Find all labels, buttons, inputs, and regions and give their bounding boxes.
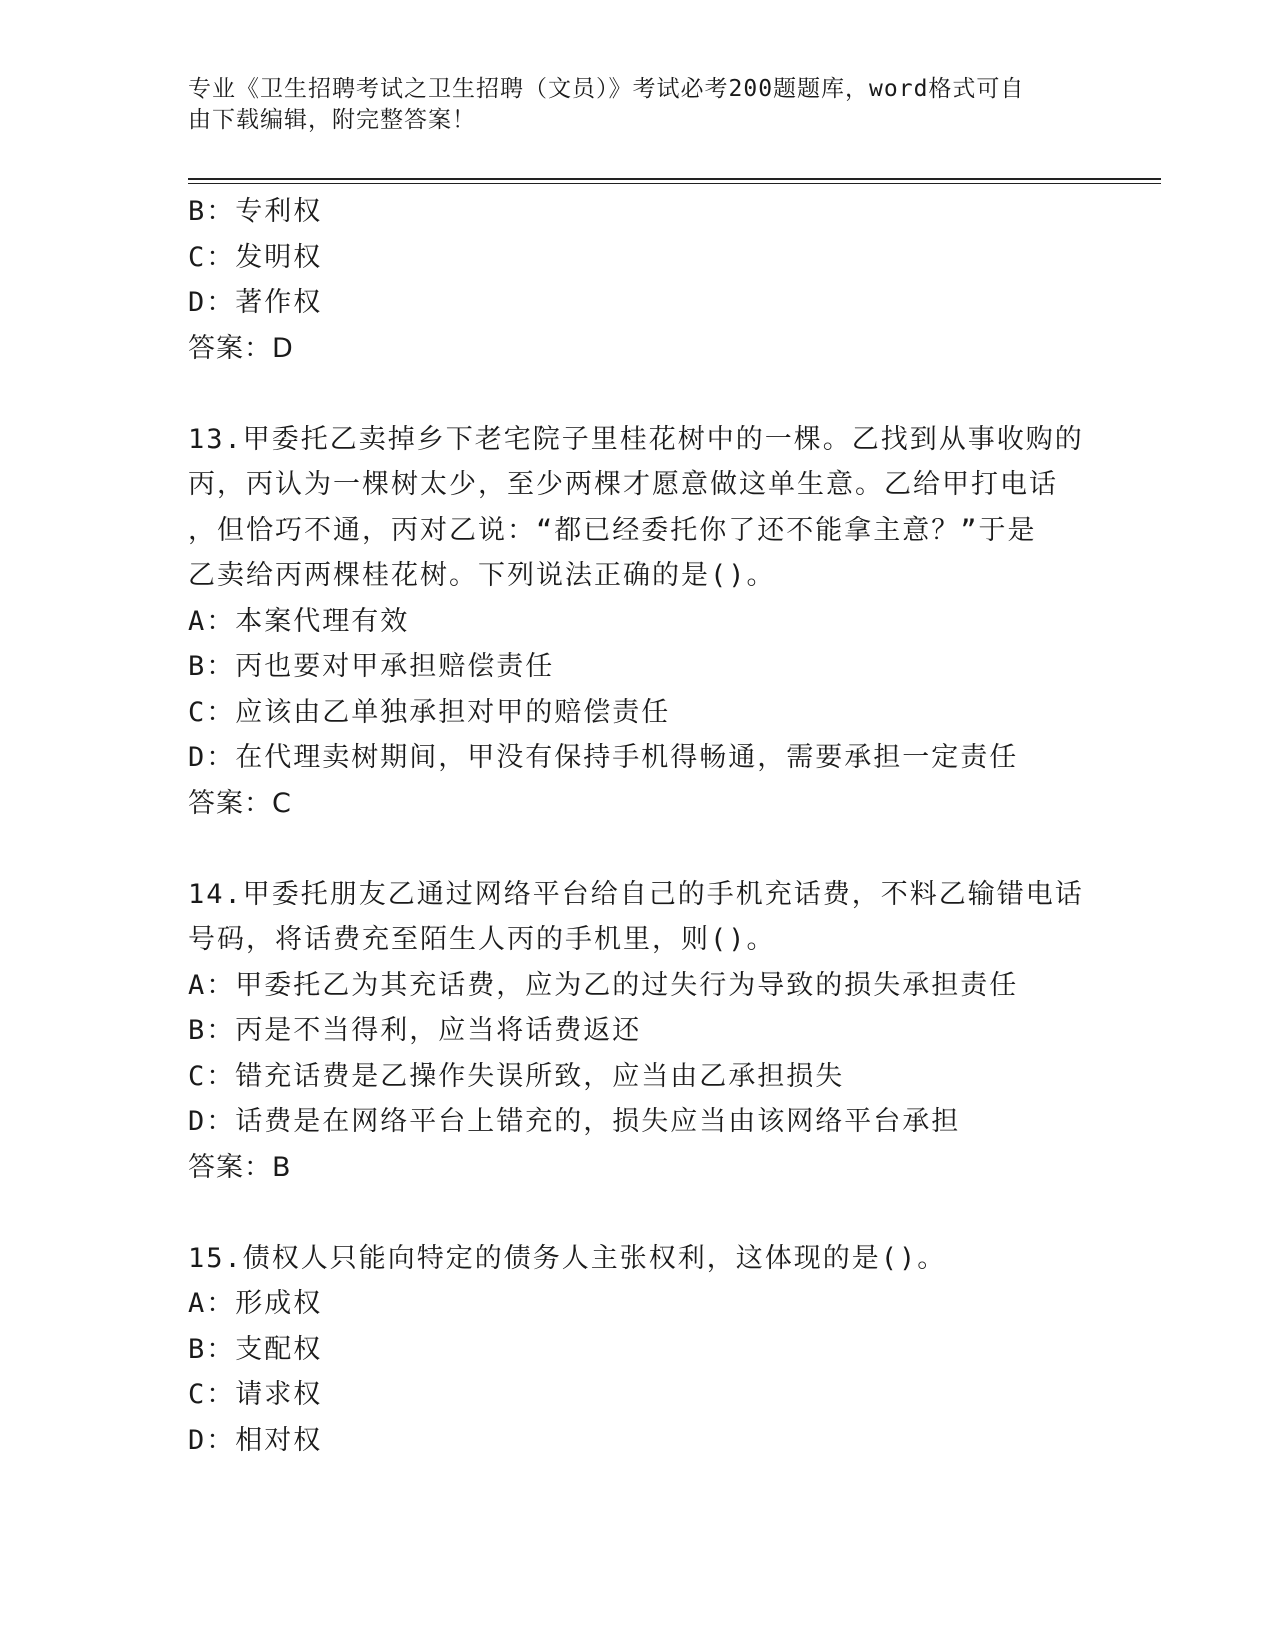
question-text-line: 丙，丙认为一棵树太少，至少两棵才愿意做这单生意。乙给甲打电话 (188, 469, 1058, 500)
question-content (188, 189, 1088, 1463)
document-header (188, 74, 1088, 136)
question-text-line: 14.甲委托朋友乙通过网络平台给自己的手机充话费，不料乙输错电话 (188, 878, 1084, 910)
option-a: A：甲委托乙为其充话费，应为乙的过失行为导致的损失承担责任 (188, 969, 1019, 1001)
option-d: D：著作权 (188, 287, 323, 318)
question-12-continued (188, 189, 1088, 371)
header-line-2: 由下载编辑，附完整答案！ (188, 107, 476, 133)
option-d: D：话费是在网络平台上错充的，损失应当由该网络平台承担 (188, 1106, 961, 1137)
question-text-line: 15.债权人只能向特定的债务人主张权利，这体现的是()。 (188, 1242, 947, 1274)
option-c: C：请求权 (188, 1379, 323, 1410)
header-divider-thick (188, 178, 1161, 180)
header-divider-thin (188, 183, 1161, 184)
option-d: D：相对权 (188, 1424, 323, 1456)
question-text-line: 13.甲委托乙卖掉乡下老宅院子里桂花树中的一棵。乙找到从事收购的 (188, 423, 1084, 455)
option-b: B：专利权 (188, 196, 323, 227)
option-d: D：在代理卖树期间，甲没有保持手机得畅通，需要承担一定责任 (188, 742, 1019, 773)
option-a: A：本案代理有效 (188, 605, 410, 637)
answer-line: 答案：C (188, 787, 292, 819)
answer-line: 答案：B (188, 1151, 292, 1183)
option-b: B：丙是不当得利，应当将话费返还 (188, 1015, 642, 1046)
spacer (188, 371, 1088, 417)
question-15 (188, 1236, 1088, 1464)
spacer (188, 1190, 1088, 1236)
option-a: A：形成权 (188, 1288, 323, 1319)
question-13 (188, 417, 1088, 827)
answer-line: 答案：D (188, 332, 294, 364)
question-14 (188, 872, 1088, 1191)
spacer (188, 826, 1088, 872)
question-text-line: 乙卖给丙两棵桂花树。下列说法正确的是()。 (188, 560, 776, 591)
header-line-1: 专业《卫生招聘考试之卫生招聘（文员）》考试必考200题题库，word格式可自 (188, 76, 1025, 102)
question-text-line: ，但恰巧不通，丙对乙说：“都已经委托你了还不能拿主意？”于是 (188, 514, 1037, 546)
option-b: B：丙也要对甲承担赔偿责任 (188, 651, 555, 682)
option-b: B：支配权 (188, 1333, 323, 1365)
option-c: C：发明权 (188, 241, 323, 273)
option-c: C：错充话费是乙操作失误所致，应当由乙承担损失 (188, 1060, 845, 1092)
question-text-line: 号码，将话费充至陌生人丙的手机里，则()。 (188, 924, 776, 955)
option-c: C：应该由乙单独承担对甲的赔偿责任 (188, 696, 671, 728)
